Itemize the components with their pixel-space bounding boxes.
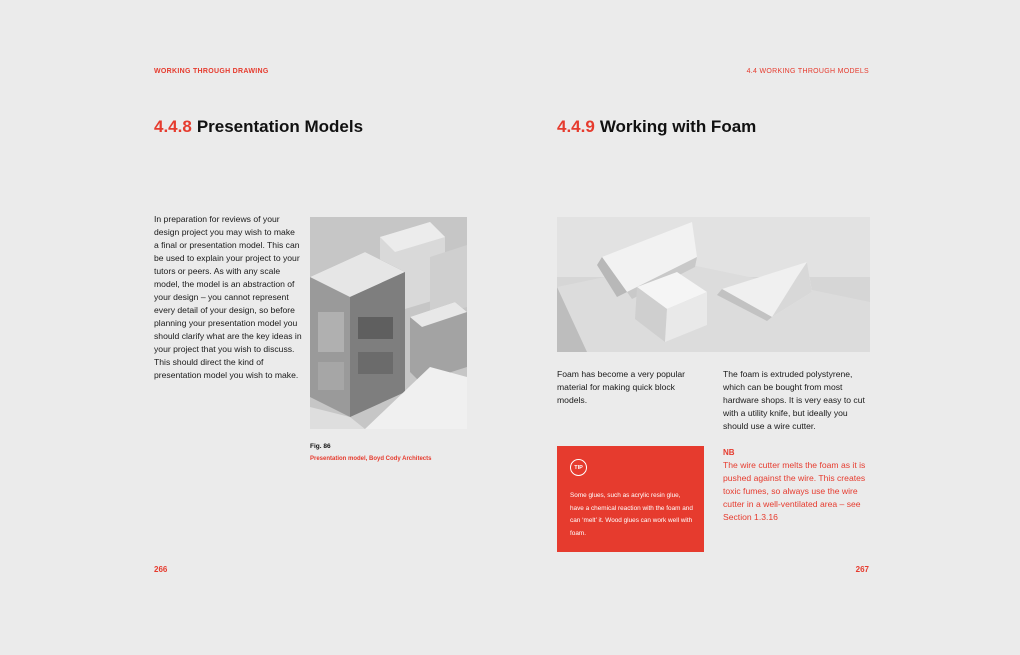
section-heading-working-with-foam — [557, 117, 756, 137]
figure-label: Fig. 86 — [310, 443, 331, 450]
body-paragraph: In preparation for reviews of your design project you may wish to make a final or presentation model. This can be used to explain your project to your tutors or peers. As with any scale model, the model is an abstraction of your design – you cannot represent every detail of your design, so before planning your presentation model you should clarify what are the key ideas in your project that you wish to discuss. This should direct the kind of presentation model you wish to make. — [154, 214, 302, 380]
left-body-text — [154, 213, 302, 382]
tip-badge: TIP — [570, 459, 587, 476]
foam-intro-text — [557, 368, 707, 407]
foam-blocks-image — [557, 217, 870, 352]
section-title: Presentation Models — [196, 117, 364, 136]
nb-text: The wire cutter melts the foam as it is pushed against the wire. This creates toxic fumes, so always use the wire cutter in a well-ventilated area – see Section 1.3.16 — [723, 460, 866, 522]
foam-detail-text — [723, 368, 870, 433]
building-model-image — [310, 217, 467, 429]
presentation-model-photo — [310, 217, 467, 429]
tip-box — [557, 446, 704, 552]
page-number-right: 267 — [855, 565, 869, 574]
section-number: 4.4.9 — [557, 117, 595, 136]
section-number: 4.4.8 — [154, 117, 192, 136]
tip-text: Some glues, such as acrylic resin glue, have a chemical reaction with the foam and can ‘melt’ it. Wood glues can work well with foam. — [570, 492, 693, 537]
col1-paragraph: Foam has become a very popular material for making quick block models. — [557, 369, 686, 405]
col2-paragraph: The foam is extruded polystyrene, which can be bought from most hardware shops. It is very easy to cut with a utility knife, but ideally you should use a wire cutter. — [723, 369, 865, 431]
page-number-left: 266 — [154, 565, 168, 574]
nb-heading: NB — [723, 448, 735, 457]
section-title: Working with Foam — [599, 117, 757, 136]
figure-caption: Presentation model, Boyd Cody Architects — [310, 456, 432, 462]
foam-blocks-photo — [557, 217, 870, 352]
running-head-left: WORKING THROUGH DRAWING — [154, 68, 269, 75]
section-heading-presentation-models — [154, 117, 363, 137]
running-head-right: 4.4 WORKING THROUGH MODELS — [746, 68, 869, 75]
